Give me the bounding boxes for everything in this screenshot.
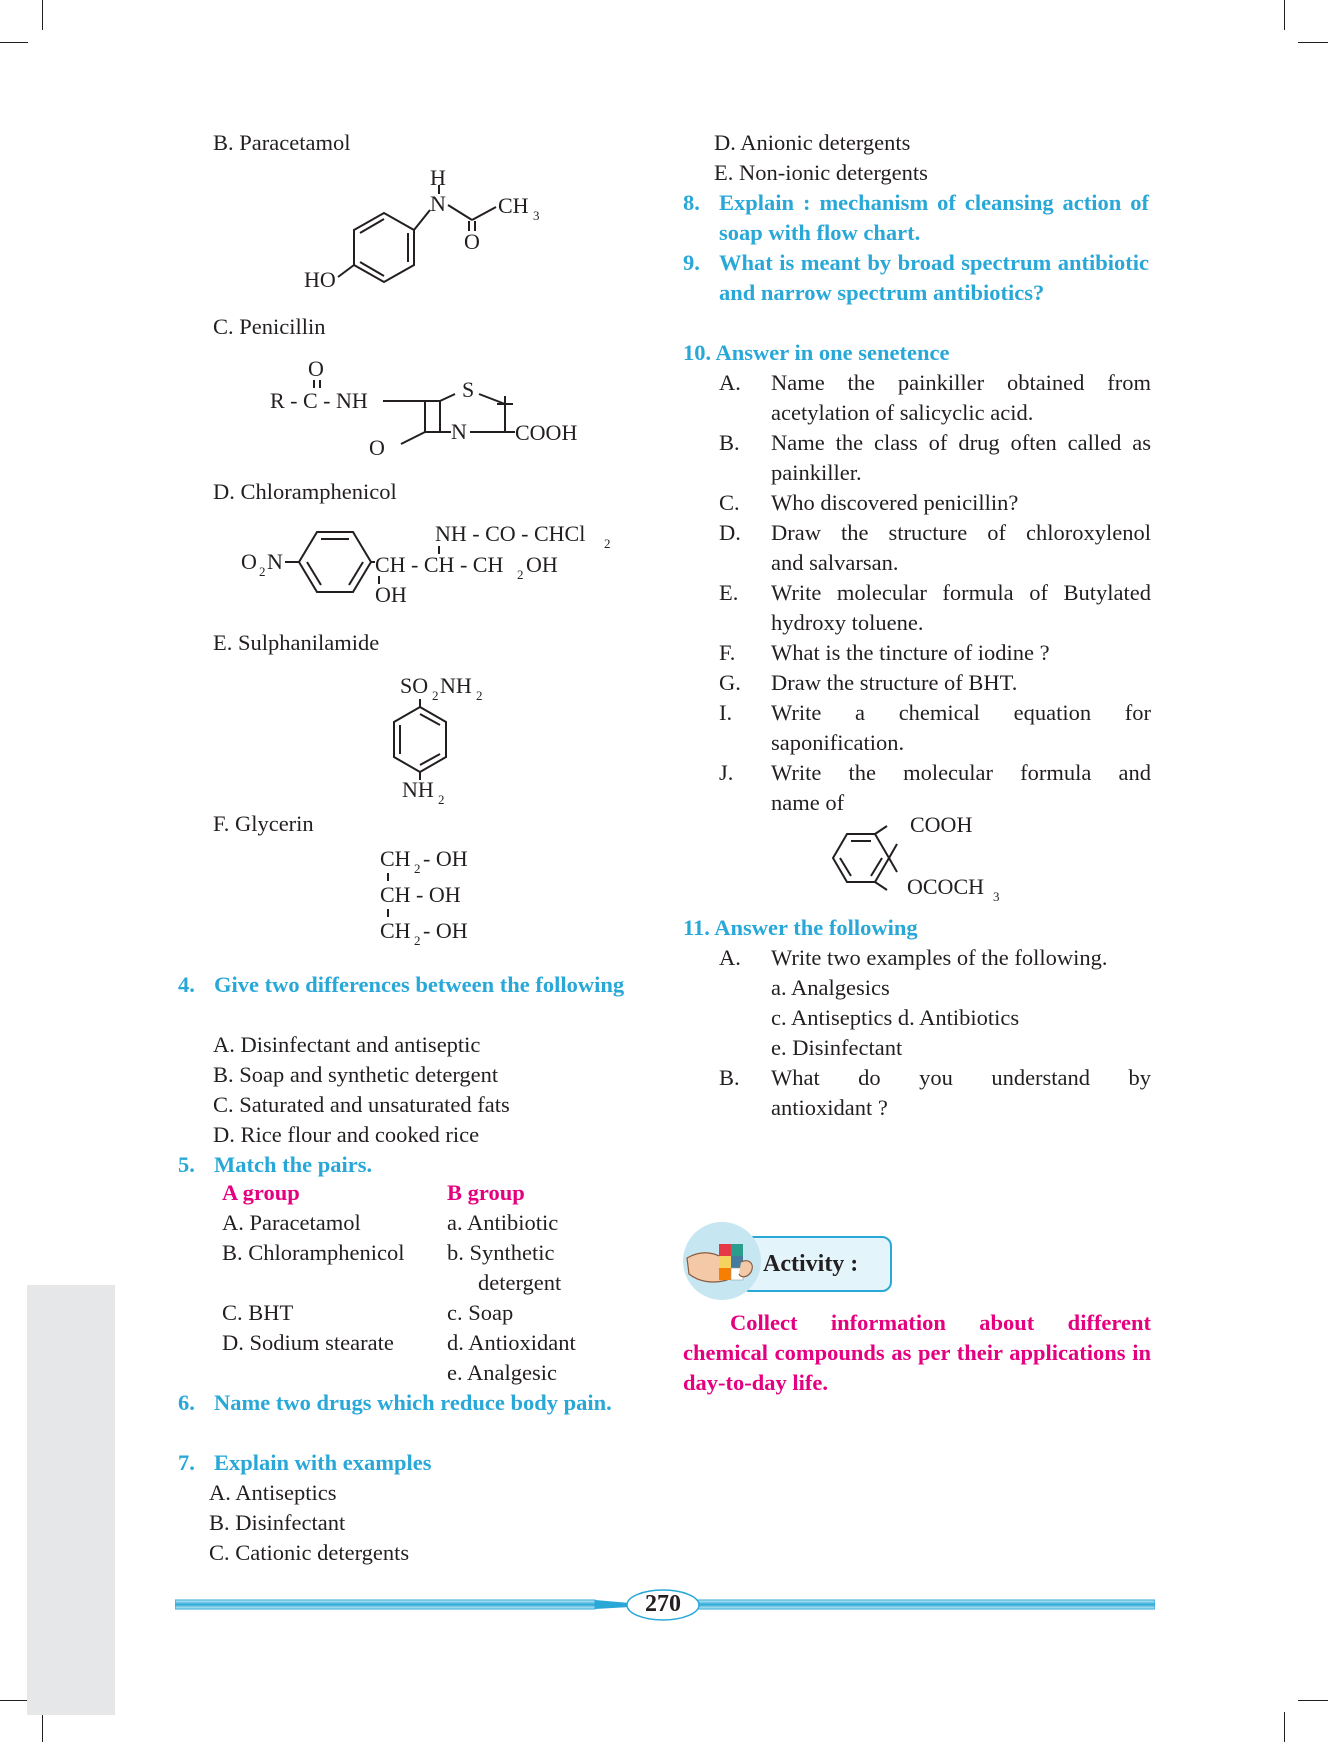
question-number: 8. (683, 190, 700, 215)
glycerin-structure (375, 843, 525, 958)
q10-line: Write a chemical equation for (771, 700, 1151, 725)
q10-line: What is the tincture of iodine ? (771, 640, 1050, 665)
atom-cooh: COOH (515, 420, 578, 445)
question-5 (178, 1150, 372, 1180)
atom-ch3: CH (498, 193, 529, 218)
atom-o2n-sub: 2 (259, 564, 266, 579)
glycerin-line-3-sub: 2 (414, 933, 421, 948)
atom-nh2-top-sub: 2 (476, 688, 483, 703)
atom-so2-sub: 2 (432, 688, 439, 703)
chloramphenicol-chain: CH - CH - CH (375, 552, 504, 577)
question-number: 4. (178, 972, 195, 997)
b-group-item: detergent (478, 1270, 562, 1295)
question-8 (683, 188, 1151, 248)
q10-line: painkiller. (771, 460, 862, 485)
q11-line: antioxidant ? (771, 1095, 888, 1120)
question-title: What is meant by broad spectrum antibiotic and narrow spectrum antibiotics? (719, 250, 1149, 305)
q10-line: acetylation of salicyclic acid. (771, 400, 1034, 425)
q10-key: A. (719, 370, 741, 395)
hand-cube-icon (683, 1228, 763, 1298)
question-9 (683, 248, 1151, 308)
a-group-heading: A group (222, 1180, 300, 1205)
question-11 (683, 913, 918, 943)
glycerin-line-3: CH (380, 918, 411, 943)
question-title: Match the pairs. (214, 1152, 373, 1177)
q11-sub-item: a. Analgesics (771, 975, 890, 1000)
atom-ococh-sub: 3 (993, 889, 1000, 904)
question-number: 9. (683, 250, 700, 275)
q11-key: B. (719, 1065, 740, 1090)
crop-mark (1298, 1700, 1328, 1701)
q10-line: name of (771, 790, 845, 815)
q10-line: and salvarsan. (771, 550, 899, 575)
activity-text: Collect information about different chemical compounds as per their applications in day-to-day life. (683, 1310, 1151, 1395)
nh-group: NH - CO - CHCl (435, 521, 586, 546)
q10-key: I. (719, 700, 733, 725)
atom-n: N (451, 419, 467, 444)
aspirin-structure (825, 808, 1025, 908)
q11-key: A. (719, 945, 741, 970)
q11-line: What do you understand by (771, 1065, 1151, 1090)
chain-oh: OH (526, 552, 558, 577)
glycerin-label: F. Glycerin (213, 811, 314, 836)
question-4 (178, 970, 645, 1000)
q10-key: G. (719, 670, 741, 695)
q7-item: A. Antiseptics (209, 1480, 337, 1505)
question-title: Name two drugs which reduce body pain. (214, 1390, 612, 1415)
penicillin-label: C. Penicillin (213, 314, 326, 339)
activity-label: Activity : (763, 1251, 859, 1277)
b-group-item: a. Antibiotic (447, 1210, 559, 1235)
glycerin-line-1-end: - OH (423, 846, 468, 871)
q10-line: Draw the structure of chloroxylenol (771, 520, 1151, 545)
question-10 (683, 338, 949, 368)
b-group-item: c. Soap (447, 1300, 514, 1325)
crop-mark (42, 1712, 43, 1742)
chloramphenicol-label: D. Chloramphenicol (213, 479, 397, 504)
a-group-item: A. Paracetamol (222, 1210, 361, 1235)
detergent-item-e: E. Non-ionic detergents (714, 160, 928, 185)
atom-o-top: O (308, 356, 324, 381)
q7-item: C. Cationic detergents (209, 1540, 410, 1565)
crop-mark (1298, 42, 1328, 43)
chain-sub: 2 (517, 567, 524, 582)
atom-o2n-n: N (267, 549, 283, 574)
q7-item: B. Disinfectant (209, 1510, 346, 1535)
question-title: Answer the following (714, 915, 918, 940)
b-group-item: b. Synthetic (447, 1240, 555, 1265)
question-title: Answer in one senetence (715, 340, 950, 365)
q10-key: D. (719, 520, 741, 545)
atom-so2: SO (400, 673, 429, 698)
nh-sub: 2 (604, 536, 611, 551)
oh-group: OH (375, 582, 407, 607)
q10-line: hydroxy toluene. (771, 610, 924, 635)
q10-line: Write molecular formula of Butylated (771, 580, 1151, 605)
atom-cooh: COOH (910, 812, 973, 837)
atom-ococh: OCOCH (907, 874, 985, 899)
question-number: 5. (178, 1152, 195, 1177)
atom-nh2-sub: 2 (438, 792, 445, 807)
atom-s: S (462, 377, 475, 402)
crop-mark (1284, 1712, 1285, 1742)
q10-key: F. (719, 640, 736, 665)
paracetamol-label: B. Paracetamol (213, 130, 351, 155)
crop-mark (42, 0, 43, 30)
question-number: 11. (683, 915, 710, 940)
q10-line: Name the painkiller obtained from (771, 370, 1151, 395)
q4-item: A. Disinfectant and antiseptic (213, 1032, 481, 1057)
penicillin-structure (265, 352, 595, 462)
question-title: Explain with examples (214, 1450, 432, 1475)
glycerin-line-3-end: - OH (423, 918, 468, 943)
atom-nh2-top: NH (440, 673, 472, 698)
question-number: 6. (178, 1390, 195, 1415)
question-title: Explain : mechanism of cleansing action of soap with flow chart. (719, 190, 1149, 245)
a-group-item: C. BHT (222, 1300, 294, 1325)
q10-line: Name the class of drug often called as (771, 430, 1151, 455)
side-band (27, 1285, 115, 1715)
crop-mark (1284, 0, 1285, 30)
question-number: 7. (178, 1450, 195, 1475)
atom-nh2: NH (402, 777, 434, 802)
q10-line: saponification. (771, 730, 905, 755)
penicillin-chain: R - C - NH (270, 388, 368, 413)
q11-sub-item: e. Disinfectant (771, 1035, 903, 1060)
a-group-item: D. Sodium stearate (222, 1330, 394, 1355)
chloramphenicol-structure (235, 512, 625, 612)
atom-o: O (369, 435, 385, 460)
glycerin-line-1-sub: 2 (414, 861, 421, 876)
b-group-heading: B group (447, 1180, 525, 1205)
atom-n: N (430, 191, 446, 216)
page-number: 270 (645, 1591, 681, 1617)
q10-line: Write the molecular formula and (771, 760, 1151, 785)
q11-line: Write two examples of the following. (771, 945, 1108, 970)
b-group-item: e. Analgesic (447, 1360, 557, 1385)
q11-sub-item: c. Antiseptics d. Antibiotics (771, 1005, 1020, 1030)
question-title: Give two differences between the following (214, 972, 625, 997)
sulphanilamide-structure (390, 665, 520, 810)
q4-item: D. Rice flour and cooked rice (213, 1122, 480, 1147)
sulphanilamide-label: E. Sulphanilamide (213, 630, 380, 655)
atom-o: O (464, 229, 480, 254)
detergent-item-d: D. Anionic detergents (714, 130, 911, 155)
b-group-item: d. Antioxidant (447, 1330, 576, 1355)
glycerin-line-2: CH - OH (380, 882, 461, 907)
q10-key: B. (719, 430, 740, 455)
paracetamol-structure (290, 165, 570, 300)
question-number: 10. (683, 340, 712, 365)
q10-line: Who discovered penicillin? (771, 490, 1019, 515)
q4-item: B. Soap and synthetic detergent (213, 1062, 499, 1087)
atom-o2n: O (241, 549, 257, 574)
atom-ch3-sub: 3 (533, 208, 540, 223)
atom-ho: HO (304, 267, 336, 292)
q4-item: C. Saturated and unsaturated fats (213, 1092, 510, 1117)
q10-key: E. (719, 580, 739, 605)
atom-h: H (430, 165, 446, 190)
q10-key: C. (719, 490, 740, 515)
q10-line: Draw the structure of BHT. (771, 670, 1018, 695)
question-6 (178, 1388, 645, 1418)
q10-key: J. (719, 760, 734, 785)
crop-mark (0, 42, 28, 43)
question-7 (178, 1448, 432, 1478)
crop-mark (0, 1700, 28, 1701)
glycerin-line-1: CH (380, 846, 411, 871)
a-group-item: B. Chloramphenicol (222, 1240, 405, 1265)
